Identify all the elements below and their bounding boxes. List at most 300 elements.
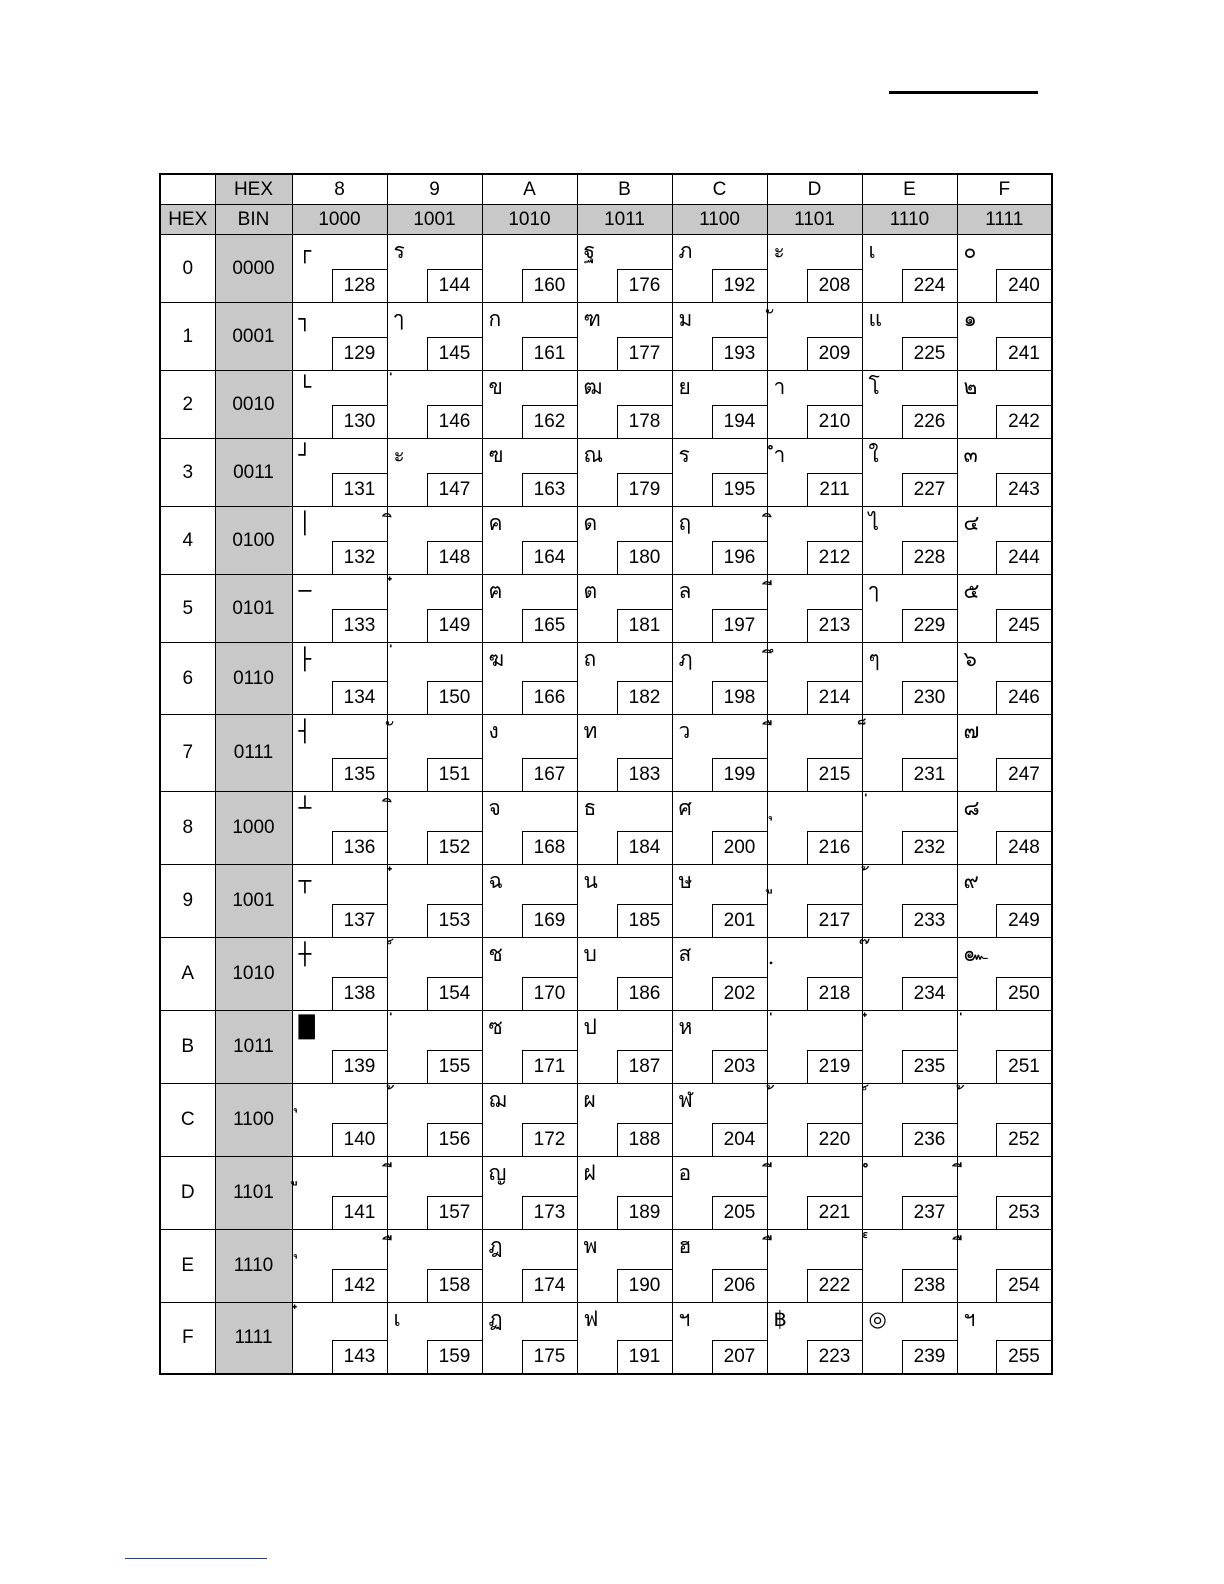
code-cell — [577, 507, 672, 575]
decimal-code: 202 — [712, 977, 767, 1010]
row-hex: F — [160, 1303, 215, 1375]
code-cell — [482, 792, 577, 865]
code-cell — [482, 1157, 577, 1230]
char-glyph: ภ — [678, 239, 693, 263]
code-cell — [387, 938, 482, 1011]
decimal-code: 209 — [807, 337, 862, 370]
row-hex: 9 — [160, 865, 215, 938]
code-cell — [767, 1303, 862, 1375]
decimal-code: 214 — [807, 681, 862, 714]
decimal-code: 187 — [617, 1050, 672, 1083]
decimal-code: 138 — [332, 977, 387, 1010]
table-row — [160, 1303, 1052, 1375]
char-glyph: เ — [868, 239, 876, 263]
decimal-code: 185 — [617, 904, 672, 937]
char-glyph: ┤ — [298, 719, 312, 743]
decimal-code: 215 — [807, 758, 862, 791]
character-code-table — [159, 173, 1053, 1375]
code-cell — [577, 643, 672, 715]
decimal-code: 156 — [427, 1123, 482, 1156]
decimal-code: 180 — [617, 541, 672, 574]
char-glyph: ข — [488, 375, 503, 399]
char-glyph: ย — [678, 375, 691, 399]
decimal-code: 131 — [332, 473, 387, 506]
code-cell — [862, 643, 957, 715]
table-row — [160, 371, 1052, 439]
code-cell — [862, 439, 957, 507]
row-hex: 1 — [160, 303, 215, 371]
row-hex: 5 — [160, 575, 215, 643]
code-cell — [292, 792, 387, 865]
row-hex: E — [160, 1230, 215, 1303]
char-glyph: ๒ — [963, 375, 978, 399]
row-bin: 0111 — [215, 715, 292, 792]
decimal-code: 182 — [617, 681, 672, 714]
decimal-code: 255 — [996, 1340, 1051, 1373]
decimal-code: 169 — [522, 904, 577, 937]
decimal-code: 181 — [617, 609, 672, 642]
decimal-code: 147 — [427, 473, 482, 506]
decimal-code: 192 — [712, 269, 767, 302]
code-cell — [387, 1011, 482, 1084]
char-glyph: ผ — [583, 1088, 596, 1112]
char-glyph: ฃ — [488, 443, 504, 467]
row-hex: B — [160, 1011, 215, 1084]
decimal-code: 130 — [332, 405, 387, 438]
code-cell — [672, 1157, 767, 1230]
decimal-code: 218 — [807, 977, 862, 1010]
code-cell — [387, 371, 482, 439]
code-cell — [292, 575, 387, 643]
decimal-code: 132 — [332, 541, 387, 574]
char-glyph: ณ — [583, 443, 603, 467]
char-glyph: า — [773, 375, 786, 399]
char-glyph: ช — [488, 942, 503, 966]
code-cell — [672, 371, 767, 439]
decimal-code: 172 — [522, 1123, 577, 1156]
col-bin: 1100 — [672, 205, 767, 235]
table-row — [160, 1011, 1052, 1084]
code-cell — [862, 792, 957, 865]
char-glyph: ม — [678, 307, 693, 331]
decimal-code: 171 — [522, 1050, 577, 1083]
row-bin: 1011 — [215, 1011, 292, 1084]
code-cell — [672, 938, 767, 1011]
code-cell — [862, 1157, 957, 1230]
char-glyph: ค — [488, 511, 503, 535]
decimal-code: 191 — [617, 1340, 672, 1373]
code-cell — [957, 575, 1052, 643]
decimal-code: 168 — [522, 831, 577, 864]
char-glyph: ถ — [583, 647, 597, 671]
decimal-code: 144 — [427, 269, 482, 302]
decimal-code: 213 — [807, 609, 862, 642]
char-glyph: แ — [868, 307, 883, 331]
decimal-code: 244 — [996, 541, 1051, 574]
table-row — [160, 575, 1052, 643]
code-cell — [672, 1011, 767, 1084]
hex-header-row — [160, 174, 1052, 205]
char-glyph: ฒ — [583, 375, 603, 399]
code-cell — [862, 938, 957, 1011]
decimal-code: 149 — [427, 609, 482, 642]
code-cell — [482, 439, 577, 507]
decimal-code: 210 — [807, 405, 862, 438]
code-cell — [482, 1303, 577, 1375]
code-cell — [862, 1230, 957, 1303]
decimal-code: 176 — [617, 269, 672, 302]
decimal-code: 247 — [996, 758, 1051, 791]
row-bin: 0110 — [215, 643, 292, 715]
char-glyph: ◎ — [868, 1307, 887, 1331]
code-cell — [957, 507, 1052, 575]
hex-label: HEX — [215, 174, 292, 205]
decimal-code: 233 — [902, 904, 957, 937]
char-glyph: ฑ — [583, 307, 601, 331]
char-glyph: ส — [678, 942, 692, 966]
col-bin: 1101 — [767, 205, 862, 235]
decimal-code: 159 — [427, 1340, 482, 1373]
code-cell — [672, 507, 767, 575]
code-cell — [577, 715, 672, 792]
char-glyph: ๗ — [963, 719, 980, 743]
char-glyph: ┬ — [298, 869, 312, 893]
decimal-code: 240 — [996, 269, 1051, 302]
col-bin: 1011 — [577, 205, 672, 235]
char-glyph: ┘ — [298, 443, 312, 467]
decimal-code: 153 — [427, 904, 482, 937]
code-cell — [292, 938, 387, 1011]
decimal-code: 165 — [522, 609, 577, 642]
char-glyph: ฏ — [488, 1307, 503, 1331]
code-cell — [577, 1157, 672, 1230]
char-glyph: ๔ — [963, 511, 980, 535]
decimal-code: 142 — [332, 1269, 387, 1302]
code-cell — [482, 643, 577, 715]
code-cell — [767, 507, 862, 575]
decimal-code: 199 — [712, 758, 767, 791]
code-cell — [957, 1011, 1052, 1084]
decimal-code: 128 — [332, 269, 387, 302]
decimal-code: 246 — [996, 681, 1051, 714]
code-cell — [292, 865, 387, 938]
code-cell — [292, 303, 387, 371]
code-cell — [862, 865, 957, 938]
code-cell — [387, 715, 482, 792]
decimal-code: 140 — [332, 1123, 387, 1156]
decimal-code: 148 — [427, 541, 482, 574]
decimal-code: 222 — [807, 1269, 862, 1302]
char-glyph: ฌ — [488, 1088, 507, 1112]
char-glyph: โ — [868, 375, 880, 399]
table-row — [160, 1157, 1052, 1230]
decimal-code: 239 — [902, 1340, 957, 1373]
decimal-code: 151 — [427, 758, 482, 791]
decimal-code: 197 — [712, 609, 767, 642]
code-cell — [292, 371, 387, 439]
code-cell — [957, 235, 1052, 303]
decimal-code: 134 — [332, 681, 387, 714]
code-cell — [767, 1084, 862, 1157]
row-bin: 0010 — [215, 371, 292, 439]
code-cell — [387, 1303, 482, 1375]
code-cell — [767, 303, 862, 371]
decimal-code: 249 — [996, 904, 1051, 937]
char-glyph: ป — [583, 1015, 597, 1039]
col-hex: A — [482, 174, 577, 205]
char-glyph: ๖ — [963, 647, 977, 671]
decimal-code: 133 — [332, 609, 387, 642]
code-cell — [577, 1303, 672, 1375]
code-cell — [482, 865, 577, 938]
decimal-code: 208 — [807, 269, 862, 302]
char-glyph: ะ — [393, 443, 405, 467]
row-bin: 1010 — [215, 938, 292, 1011]
char-glyph: อ — [678, 1161, 692, 1185]
code-cell — [957, 439, 1052, 507]
bottom-rule — [125, 1558, 267, 1559]
char-glyph: │ — [298, 511, 312, 535]
code-cell — [387, 1230, 482, 1303]
code-cell — [577, 575, 672, 643]
row-hex: C — [160, 1084, 215, 1157]
char-glyph: ใ — [868, 443, 879, 467]
char-glyph: ๛ — [963, 942, 988, 966]
char-glyph: ฉ — [488, 869, 503, 893]
code-cell — [577, 938, 672, 1011]
code-cell — [292, 643, 387, 715]
code-cell — [672, 575, 767, 643]
decimal-code: 229 — [902, 609, 957, 642]
decimal-code: 188 — [617, 1123, 672, 1156]
code-cell — [957, 865, 1052, 938]
decimal-code: 251 — [996, 1050, 1051, 1083]
decimal-code: 226 — [902, 405, 957, 438]
code-cell — [767, 865, 862, 938]
code-cell — [957, 715, 1052, 792]
char-glyph: ษ — [678, 869, 693, 893]
decimal-code: 175 — [522, 1340, 577, 1373]
table-row — [160, 439, 1052, 507]
code-cell — [672, 1084, 767, 1157]
decimal-code: 212 — [807, 541, 862, 574]
char-glyph: ำ — [773, 443, 786, 467]
row-bin: 0001 — [215, 303, 292, 371]
char-glyph: ญ — [488, 1161, 507, 1185]
code-cell — [767, 439, 862, 507]
code-cell — [577, 303, 672, 371]
char-glyph: ว — [678, 719, 691, 743]
row-hex: 7 — [160, 715, 215, 792]
decimal-code: 170 — [522, 977, 577, 1010]
char-glyph: ฆ — [488, 647, 505, 671]
char-glyph: ะ — [773, 239, 785, 263]
code-cell — [862, 575, 957, 643]
decimal-code: 164 — [522, 541, 577, 574]
code-cell — [577, 865, 672, 938]
decimal-code: 231 — [902, 758, 957, 791]
char-glyph: ๐ — [963, 239, 977, 263]
code-cell — [482, 715, 577, 792]
decimal-code: 238 — [902, 1269, 957, 1302]
col-bin: 1010 — [482, 205, 577, 235]
char-glyph: ต — [583, 579, 598, 603]
code-cell — [577, 235, 672, 303]
char-glyph: ┼ — [298, 942, 312, 966]
code-cell — [767, 792, 862, 865]
char-glyph: ─ — [298, 579, 312, 603]
decimal-code: 196 — [712, 541, 767, 574]
decimal-code: 137 — [332, 904, 387, 937]
table-row — [160, 235, 1052, 303]
char-glyph: ศ — [678, 796, 692, 820]
char-glyph: █ — [298, 1015, 315, 1039]
code-cell — [577, 439, 672, 507]
code-cell — [957, 371, 1052, 439]
decimal-code: 157 — [427, 1196, 482, 1229]
char-glyph: ┐ — [298, 307, 312, 331]
decimal-code: 173 — [522, 1196, 577, 1229]
decimal-code: 201 — [712, 904, 767, 937]
code-cell — [292, 1011, 387, 1084]
code-cell — [957, 1084, 1052, 1157]
decimal-code: 143 — [332, 1340, 387, 1373]
decimal-code: 216 — [807, 831, 862, 864]
char-glyph: ๑ — [963, 307, 977, 331]
decimal-code: 236 — [902, 1123, 957, 1156]
decimal-code: 245 — [996, 609, 1051, 642]
char-glyph: ซ — [488, 1015, 503, 1039]
char-glyph: ก — [488, 307, 502, 331]
code-cell — [482, 235, 577, 303]
char-glyph: ๕ — [963, 579, 980, 603]
char-glyph: น — [583, 869, 598, 893]
decimal-code: 158 — [427, 1269, 482, 1302]
char-glyph: ฿ — [773, 1307, 787, 1331]
decimal-code: 167 — [522, 758, 577, 791]
decimal-code: 217 — [807, 904, 862, 937]
decimal-code: 146 — [427, 405, 482, 438]
code-cell — [767, 643, 862, 715]
code-cell — [387, 643, 482, 715]
decimal-code: 204 — [712, 1123, 767, 1156]
code-cell — [862, 1303, 957, 1375]
code-cell — [292, 1230, 387, 1303]
code-cell — [387, 439, 482, 507]
col-bin: 1111 — [957, 205, 1052, 235]
row-bin: 1111 — [215, 1303, 292, 1375]
code-cell — [292, 1084, 387, 1157]
code-cell — [767, 575, 862, 643]
code-cell — [387, 1084, 482, 1157]
row-bin: 0011 — [215, 439, 292, 507]
code-cell — [577, 1011, 672, 1084]
char-glyph: เ — [393, 1307, 401, 1331]
char-glyph: ฬ — [678, 1088, 693, 1112]
code-cell — [577, 1230, 672, 1303]
char-glyph: ฎ — [488, 1234, 503, 1258]
code-cell — [672, 792, 767, 865]
table-row — [160, 715, 1052, 792]
char-glyph: ฅ — [488, 579, 503, 603]
col-hex: F — [957, 174, 1052, 205]
decimal-code: 135 — [332, 758, 387, 791]
char-glyph: ฮ — [678, 1234, 692, 1258]
code-cell — [482, 371, 577, 439]
row-hex: 2 — [160, 371, 215, 439]
code-cell — [482, 938, 577, 1011]
row-hex: A — [160, 938, 215, 1011]
code-cell — [862, 1084, 957, 1157]
char-glyph: ├ — [298, 647, 312, 671]
code-cell — [292, 1303, 387, 1375]
col-hex: C — [672, 174, 767, 205]
row-bin: 1000 — [215, 792, 292, 865]
decimal-code: 154 — [427, 977, 482, 1010]
char-glyph: ร — [678, 443, 690, 467]
char-glyph: ท — [583, 719, 598, 743]
code-cell — [292, 715, 387, 792]
char-glyph: ฐ — [583, 239, 596, 263]
code-cell — [292, 1157, 387, 1230]
decimal-code: 193 — [712, 337, 767, 370]
table-row — [160, 1230, 1052, 1303]
code-cell — [292, 235, 387, 303]
row-bin: 0000 — [215, 235, 292, 303]
table-row — [160, 643, 1052, 715]
col-bin: 1110 — [862, 205, 957, 235]
char-glyph: บ — [583, 942, 597, 966]
row-hex: 4 — [160, 507, 215, 575]
char-glyph: ฯ — [963, 1307, 976, 1331]
hex-label: HEX — [160, 205, 215, 235]
char-glyph: ฦ — [678, 647, 693, 671]
code-cell — [767, 715, 862, 792]
col-bin: 1000 — [292, 205, 387, 235]
char-glyph: จ — [488, 796, 501, 820]
decimal-code: 184 — [617, 831, 672, 864]
decimal-code: 179 — [617, 473, 672, 506]
code-cell — [672, 865, 767, 938]
char-glyph: ๅ — [868, 579, 879, 603]
code-cell — [672, 643, 767, 715]
code-cell — [957, 1303, 1052, 1375]
decimal-code: 234 — [902, 977, 957, 1010]
decimal-code: 241 — [996, 337, 1051, 370]
row-bin: 0100 — [215, 507, 292, 575]
table-row — [160, 507, 1052, 575]
decimal-code: 200 — [712, 831, 767, 864]
code-cell — [957, 303, 1052, 371]
char-glyph: ┌ — [298, 239, 312, 263]
code-cell — [482, 1011, 577, 1084]
decimal-code: 178 — [617, 405, 672, 438]
decimal-code: 237 — [902, 1196, 957, 1229]
code-cell — [672, 439, 767, 507]
decimal-code: 211 — [807, 473, 862, 506]
code-cell — [577, 1084, 672, 1157]
row-hex: 0 — [160, 235, 215, 303]
code-cell — [862, 371, 957, 439]
row-hex: D — [160, 1157, 215, 1230]
decimal-code: 253 — [996, 1196, 1051, 1229]
code-cell — [387, 1157, 482, 1230]
code-cell — [957, 792, 1052, 865]
char-glyph: ฟ — [583, 1307, 599, 1331]
bin-label: BIN — [215, 205, 292, 235]
table-row — [160, 938, 1052, 1011]
code-cell — [577, 792, 672, 865]
